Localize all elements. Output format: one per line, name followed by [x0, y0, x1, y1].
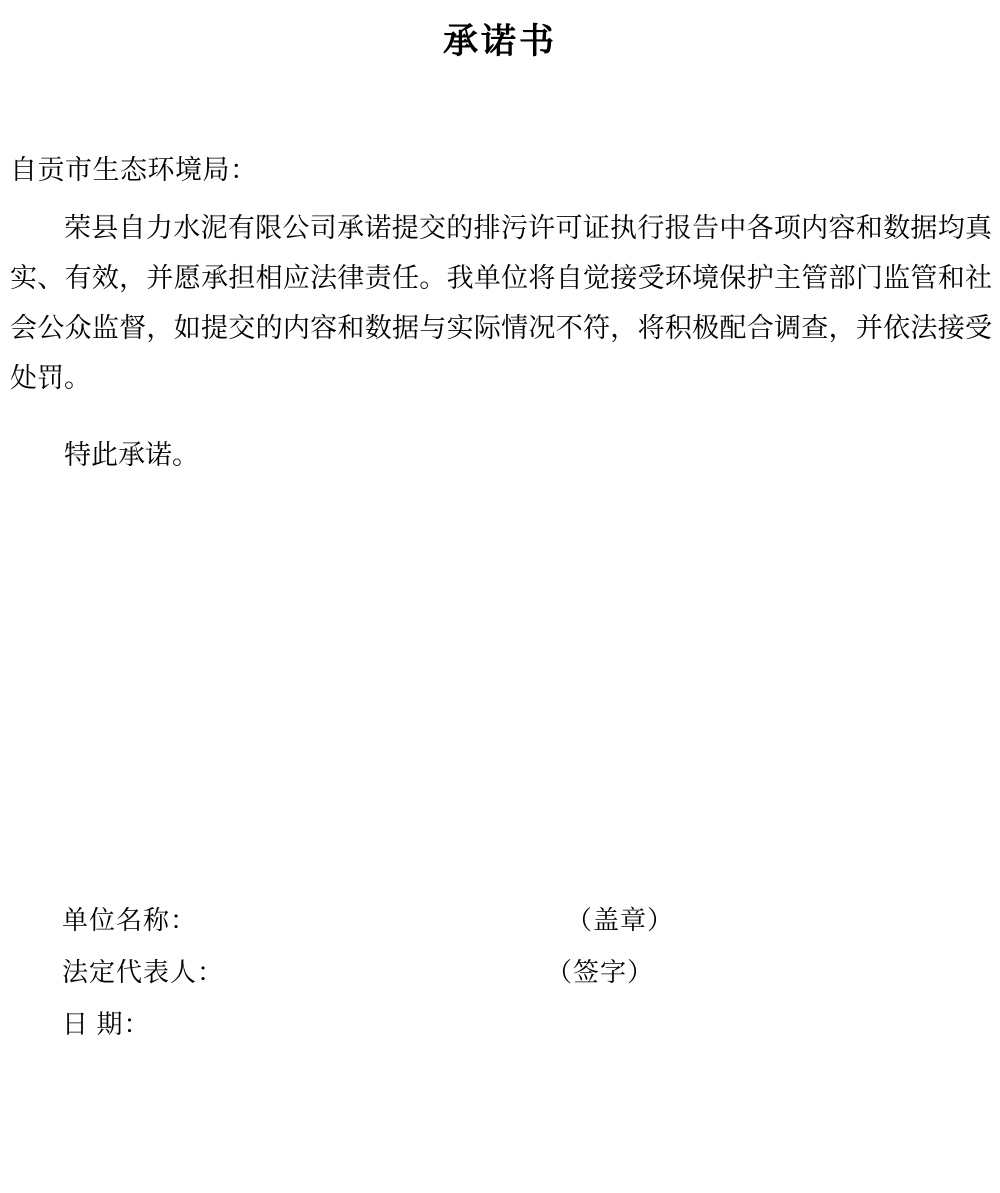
- unit-name-row: [0, 900, 1000, 952]
- date-label: 日 期：: [62, 1010, 151, 1039]
- unit-name-label: 单位名称：: [62, 906, 198, 935]
- body-paragraph: 荣县自力水泥有限公司承诺提交的排污许可证执行报告中各项内容和数据均真实、有效，并愿承担相应法律责任。我单位将自觉接受环境保护主管部门监管和社会公众监督，如提交的内容和数据与实际情况不符，将积极配合调查，并依法接受处罚。: [10, 213, 992, 393]
- closing-paragraph: 特此承诺。: [64, 440, 199, 470]
- legal-rep-label: 法定代表人：: [62, 958, 225, 987]
- addressee-line: 自贡市生态环境局：: [10, 155, 258, 185]
- date-row: [0, 1004, 1000, 1056]
- page-title: 承诺书: [442, 22, 557, 62]
- unit-name-seal-note: （盖章）: [566, 906, 675, 935]
- signature-block: [0, 900, 1000, 1056]
- legal-rep-row: [0, 952, 1000, 1004]
- legal-rep-sign-note: （签字）: [546, 958, 655, 987]
